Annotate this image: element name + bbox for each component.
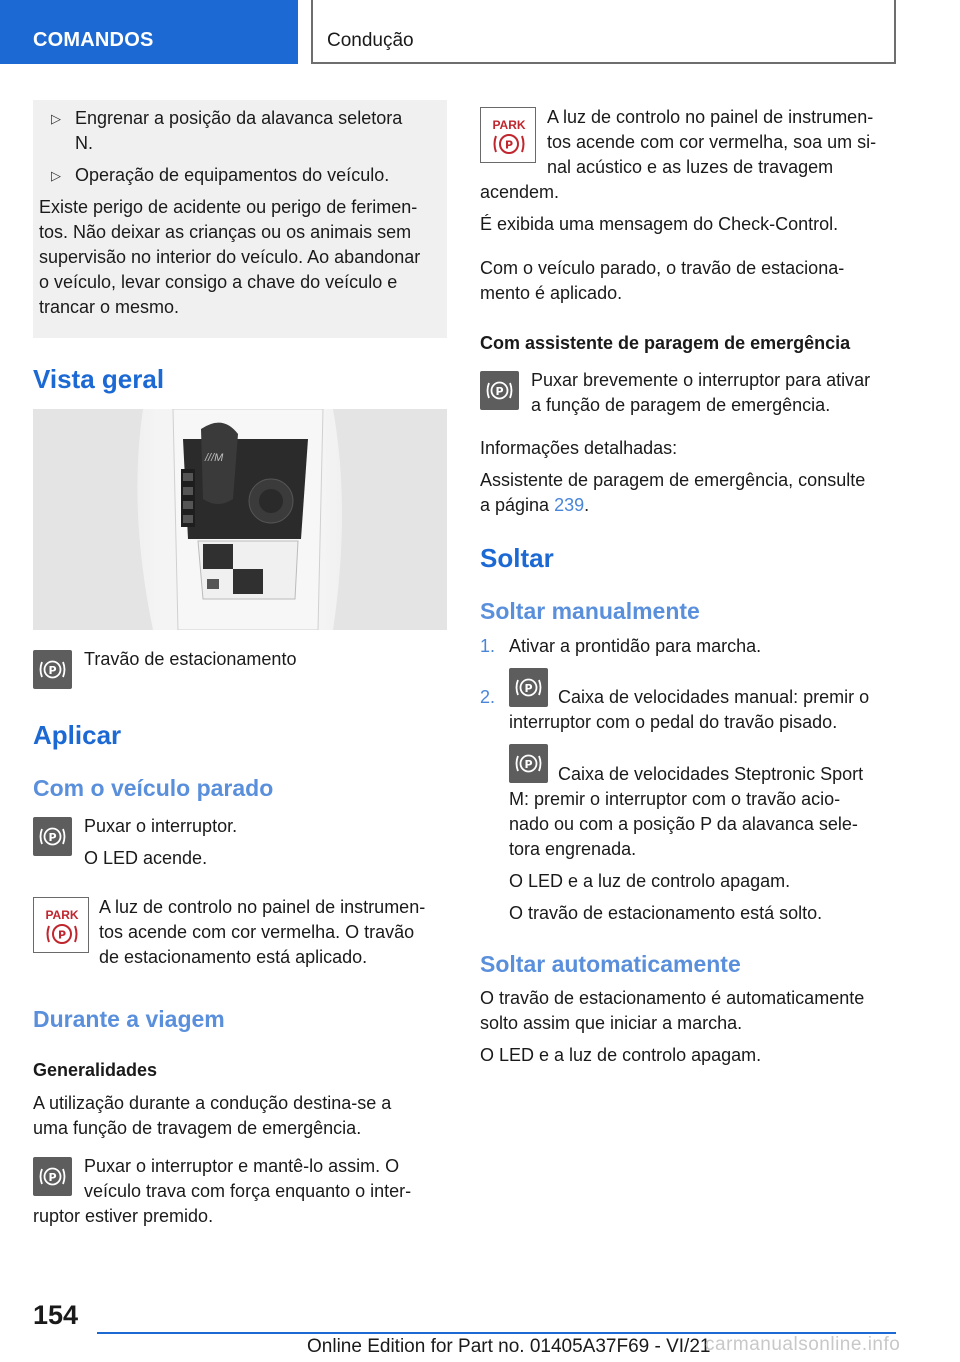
svg-text:P: P: [504, 138, 514, 152]
parking-brake-photo: [33, 409, 447, 630]
text-line: O travão de estacionamento é automaticamente: [480, 988, 865, 1008]
text-line: Puxar o interruptor.: [84, 816, 238, 836]
chapter-title: Condução: [327, 30, 414, 51]
chapter-tab: [311, 0, 896, 64]
text-line: A luz de controlo no painel de instrumen-: [547, 107, 874, 127]
step-number: 2.: [480, 687, 496, 707]
text-line: Puxar brevemente o interruptor para ativar: [531, 370, 871, 390]
text-line: O LED acende.: [84, 848, 208, 868]
page-number: 154: [33, 1300, 79, 1330]
warning-bullet-1a: Engrenar a posição da alavanca seletora: [75, 108, 403, 128]
warning-bullet-1b: N.: [75, 133, 93, 153]
edition-text: Online Edition for Part no. 01405A37F69 - VI/21: [307, 1336, 711, 1357]
step-number: 1.: [480, 636, 496, 656]
text-line: uma função de travagem de emergência.: [33, 1118, 362, 1138]
heading-assistente: Com assistente de paragem de emergência: [480, 333, 851, 353]
text-line: de estacionamento está aplicado.: [99, 947, 368, 967]
step-text: M: premir o interruptor com o travão acio-: [509, 789, 841, 809]
text-line: Com o veículo parado, o travão de estaciona-: [480, 258, 845, 278]
text-line: a função de paragem de emergência.: [531, 395, 831, 415]
step-text: Caixa de velocidades manual: premir o: [558, 687, 870, 707]
page-reference: [480, 493, 589, 518]
svg-text:///M: ///M: [205, 452, 224, 464]
text-fragment: .: [584, 495, 590, 515]
text-line: Puxar o interruptor e mantê-lo assim. O: [84, 1156, 400, 1176]
heading-vista-geral: Vista geral: [33, 364, 165, 394]
section-title: COMANDOS: [33, 29, 154, 51]
heading-com-veiculo-parado: Com o veículo parado: [33, 775, 274, 801]
bullet-triangle-icon: ▷: [51, 168, 61, 183]
heading-soltar-manualmente: Soltar manualmente: [480, 598, 700, 624]
park-icon-text: PARK: [45, 908, 79, 922]
warning-box: [33, 100, 447, 338]
heading-aplicar: Aplicar: [33, 720, 122, 750]
step-text: interruptor com o pedal do travão pisado.: [509, 712, 838, 732]
warning-line: trancar o mesmo.: [39, 297, 180, 317]
text-line: nal acústico e as luzes de travagem: [547, 157, 834, 177]
park-warning-icon: [33, 897, 89, 953]
text-line: A utilização durante a condução destina-se a: [33, 1093, 392, 1113]
text-fragment: a página: [480, 495, 555, 515]
svg-text:P: P: [524, 682, 533, 695]
step-text: Caixa de velocidades Steptronic Sport: [558, 764, 864, 784]
text-line: tos acende com cor vermelha, soa um si-: [547, 132, 877, 152]
parking-brake-icon: [33, 817, 72, 856]
svg-text:P: P: [48, 1171, 57, 1184]
warning-line: Existe perigo de acidente ou perigo de ferimen-: [39, 197, 418, 217]
text-line: tos acende com cor vermelha. O travão: [99, 922, 415, 942]
warning-line: o veículo, levar consigo a chave do veículo e: [39, 272, 398, 292]
step-text: O travão de estacionamento está solto.: [509, 903, 823, 923]
step-text: Ativar a prontidão para marcha.: [509, 636, 762, 656]
park-warning-icon: [480, 107, 536, 163]
text-line: É exibida uma mensagem do Check-Control.: [480, 214, 839, 234]
parking-brake-icon: [33, 1157, 72, 1196]
step-text: tora engrenada.: [509, 839, 637, 859]
svg-text:P: P: [57, 928, 67, 942]
park-icon-text: PARK: [492, 118, 526, 132]
warning-line: tos. Não deixar as crianças ou os animais sem: [39, 222, 412, 242]
watermark: carmanualsonline.info: [705, 1334, 901, 1355]
heading-generalidades: Generalidades: [33, 1060, 158, 1080]
text-line: ruptor estiver premido.: [33, 1206, 214, 1226]
heading-soltar-automaticamente: Soltar automaticamente: [480, 951, 741, 977]
warning-bullet-2: Operação de equipamentos do veículo.: [75, 165, 390, 185]
text-line: Assistente de paragem de emergência, consulte: [480, 470, 866, 490]
parking-brake-icon: [480, 371, 519, 410]
svg-text:P: P: [524, 758, 533, 771]
heading-soltar: Soltar: [480, 543, 554, 573]
text-line: mento é aplicado.: [480, 283, 623, 303]
text-line: veículo trava com força enquanto o inter-: [84, 1181, 412, 1201]
text-line: O LED e a luz de controlo apagam.: [480, 1045, 762, 1065]
photo-caption: Travão de estacionamento: [84, 649, 297, 669]
text-line: A luz de controlo no painel de instrumen-: [99, 897, 426, 917]
warning-line: supervisão no interior do veículo. Ao abandonar: [39, 247, 421, 267]
bullet-triangle-icon: ▷: [51, 111, 61, 126]
section-tab: [0, 0, 298, 64]
svg-text:P: P: [48, 831, 57, 844]
heading-durante-viagem: Durante a viagem: [33, 1006, 225, 1032]
step-text: O LED e a luz de controlo apagam.: [509, 871, 791, 891]
parking-brake-icon: [509, 668, 548, 707]
parking-brake-icon: [509, 744, 548, 783]
svg-text:P: P: [48, 664, 57, 677]
text-line: solto assim que iniciar a marcha.: [480, 1013, 743, 1033]
svg-text:P: P: [495, 385, 504, 398]
step-text: nado ou com a posição P da alavanca sele-: [509, 814, 858, 834]
parking-brake-icon: [33, 650, 72, 689]
page-link[interactable]: 239: [554, 495, 585, 515]
text-line: Informações detalhadas:: [480, 438, 678, 458]
text-line: acendem.: [480, 182, 560, 202]
